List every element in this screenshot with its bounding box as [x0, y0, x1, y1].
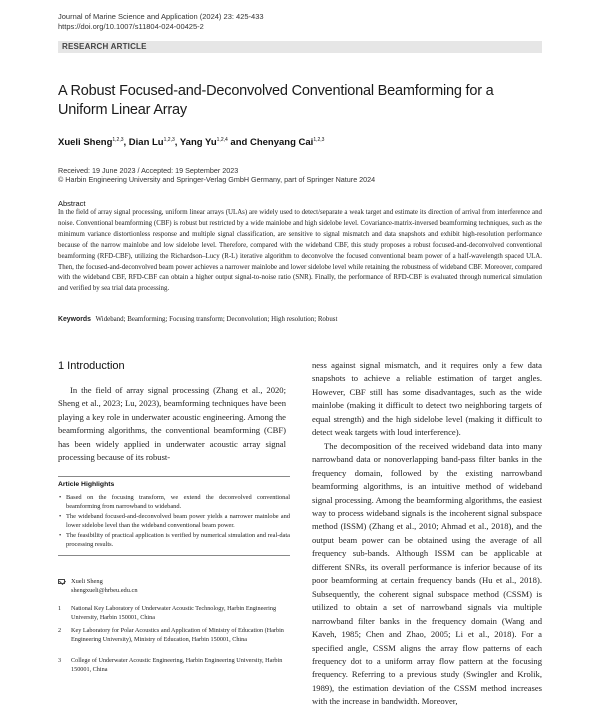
- intro-right-column: [312, 359, 542, 709]
- corresponding-author-name: Xueli Sheng: [71, 578, 103, 585]
- article-type-label: RESEARCH ARTICLE: [62, 42, 147, 51]
- doi-link[interactable]: https://doi.org/10.1007/s11804-024-00425-2: [58, 22, 204, 31]
- journal-header: [58, 12, 264, 32]
- correspondence: [58, 578, 138, 595]
- author-affiliation-sup: 1,2,4: [216, 137, 228, 143]
- article-highlights-box: [58, 476, 290, 556]
- author-affiliation-sup: 1,2,3: [112, 137, 124, 143]
- author-conjunction: and: [230, 137, 248, 149]
- affiliation-text: National Key Laboratory of Underwater Acoustic Technology, Harbin Engineering University, Harbin 150001, China: [71, 605, 277, 621]
- author-affiliation-sup: 1,2,3: [163, 137, 175, 143]
- article-type-banner: [58, 41, 542, 53]
- affiliation-item: [58, 627, 290, 644]
- intro-paragraph: ness against signal mismatch, and it requires only a few data snapshots to achieve a reliable estimation of target angles. However, CBF still has some disadvantages, such as the wide mainlobe (making it difficult to detect two neighboring targets of equal strength) and the high sidelobe level (making it difficult to detect weak targets with loud interference).: [312, 360, 542, 438]
- envelope-icon: [58, 579, 65, 584]
- highlights-heading: Article Highlights: [58, 481, 115, 488]
- paper-title: A Robust Focused-and-Deconvolved Conventional Beamforming for a Uniform Linear Array: [58, 83, 494, 118]
- copyright-notice: © Harbin Engineering University and Springer-Verlag GmbH Germany, part of Springer Nature 2024: [58, 175, 376, 184]
- affiliation-item: [58, 605, 290, 622]
- highlight-item: • Based on the focusing transform, we extend the deconvolved conventional beamforming from narrowband to wideband.: [58, 493, 290, 511]
- affiliation-number: 1: [58, 605, 62, 612]
- author-name[interactable]: Xueli Sheng: [58, 137, 113, 149]
- affiliation-text: College of Underwater Acoustic Engineering, Harbin Engineering University, Harbin 150001, China: [71, 657, 283, 673]
- author-name[interactable]: Yang Yu: [179, 137, 217, 149]
- author-affiliation-sup: 1,2,3: [313, 137, 325, 143]
- abstract-text: In the field of array signal processing, uniform linear arrays (ULAs) are widely used to detect/separate a weak target and estimate its direction of arrival from interference and noise. Conventional beamforming (CBF) is robust but restricted by a wide mainlobe and high sidelobe level. Covariance-matrix-inversed beamforming techniques, such as the minimum variance distortionless response and multiple signal classification, are sensitive to signal mismatch and data snapshots and exhibit high-resolution performance because of the narrow mainlobe and low sidelobe level. Therefore, compared with the wideband CBF, this study proposes a robust focused-and-deconvolved conventional beamforming (RFD-CBF), utilizing the Richardson–Lucy (R-L) iterative algorithm to deconvolve the focused conventional beam power of a half-wavelength spaced ULA. Then, the focused-and-deconvolved beam power achieves a narrower mainlobe and lower sidelobe level while retaining the robustness of wideband CBF. Moreover, compared with the wideband CBF, RFD-CBF can obtain a higher output signal-to-noise ratio (SNR). Finally, the performance of RFD-CBF is evaluated through numerical simulation and verified by sea trial data processing.: [58, 209, 542, 293]
- intro-left-paragraph: In the field of array signal processing (Zhang et al., 2020; Sheng et al., 2023; Lu, 2023), beamforming techniques have been playing a key role in underwater acoustic engineering. Among the beamforming algorithms, the conventional beamforming (CBF) has been widely applied in underwater acoustic array signal processing because of its robust-: [58, 385, 286, 463]
- intro-paragraph: The decomposition of the received wideband data into many narrowband data or nonoverlapping band-pass filter banks in the frequency domain, followed by the existing narrowband beamforming algorithms, is an intuitive method of wideband signal processing. Among the beamforming algorithms, the easiest way to process wideband signals is the incoherent signal subspace method (ISSM) (Zhang et al., 2010; Ahmad et al., 2018), and the output beam power can be obtained using the average of all frequency sub-bands. Although ISSM can be applicable at different SNRs, its overall performance is inferior because of its poor beamforming at certain frequency bands (Hu et al., 2018). Subsequently, the coherent signal subspace method (CSSM) is utilized to obtain a set of narrowband signals via multiple narrowband filter banks in the frequency domain (Wang and Kaveh, 1985; Chen and Zhao, 2005; Li et al., 2018). For a specified angle, CSSM aligns the array flow patterns of each frequency dot to a uniform array flow pattern at the focusing frequency. Referring to a previous study (Swingler and Krolik, 1989), the estimation deviation of the CSSM method increases with the increase in bandwidth. Moreover,: [312, 440, 542, 707]
- highlight-item: • The wideband focused-and-deconvolved beam power yields a narrower mainlobe and lower sidelobe level than the wideband conventional beam power.: [58, 512, 290, 530]
- journal-citation: Journal of Marine Science and Application (2024) 23: 425-433: [58, 12, 264, 21]
- affiliation-item: [58, 657, 290, 674]
- author-list: Xueli Sheng$^{1,2,3}$, Dian Lu$^{1,2,3}$, Yang Yu$^{1,2,4}$ and Chenyang Cai$^{1,2,3}$: [58, 137, 325, 149]
- author-name[interactable]: Chenyang Cai: [249, 137, 314, 149]
- corresponding-author-email[interactable]: shengxueli@hrbeu.edu.cn: [71, 586, 138, 594]
- author-name[interactable]: Dian Lu: [128, 137, 164, 149]
- keywords-line: [58, 316, 542, 323]
- affiliation-text: Key Laboratory for Polar Acoustics and Application of Ministry of Education (Harbin Engineering University), Ministry of Education, Harbin 150001, China: [71, 627, 284, 643]
- publication-dates: [58, 166, 375, 184]
- affiliation-number: 2: [58, 627, 62, 634]
- received-accepted-dates: Received: 19 June 2023 / Accepted: 19 September 2023: [58, 166, 239, 175]
- section-heading-introduction: 1 Introduction: [58, 360, 125, 372]
- highlight-item: • The feasibility of practical application is verified by numerical simulation and real-data processing results.: [58, 531, 290, 549]
- keywords-label: Keywords: [58, 316, 91, 323]
- abstract-heading: Abstract: [58, 199, 86, 208]
- keywords-text: Wideband; Beamforming; Focusing transform; Deconvolution; High resolution; Robust: [95, 316, 338, 323]
- affiliation-number: 3: [58, 657, 62, 664]
